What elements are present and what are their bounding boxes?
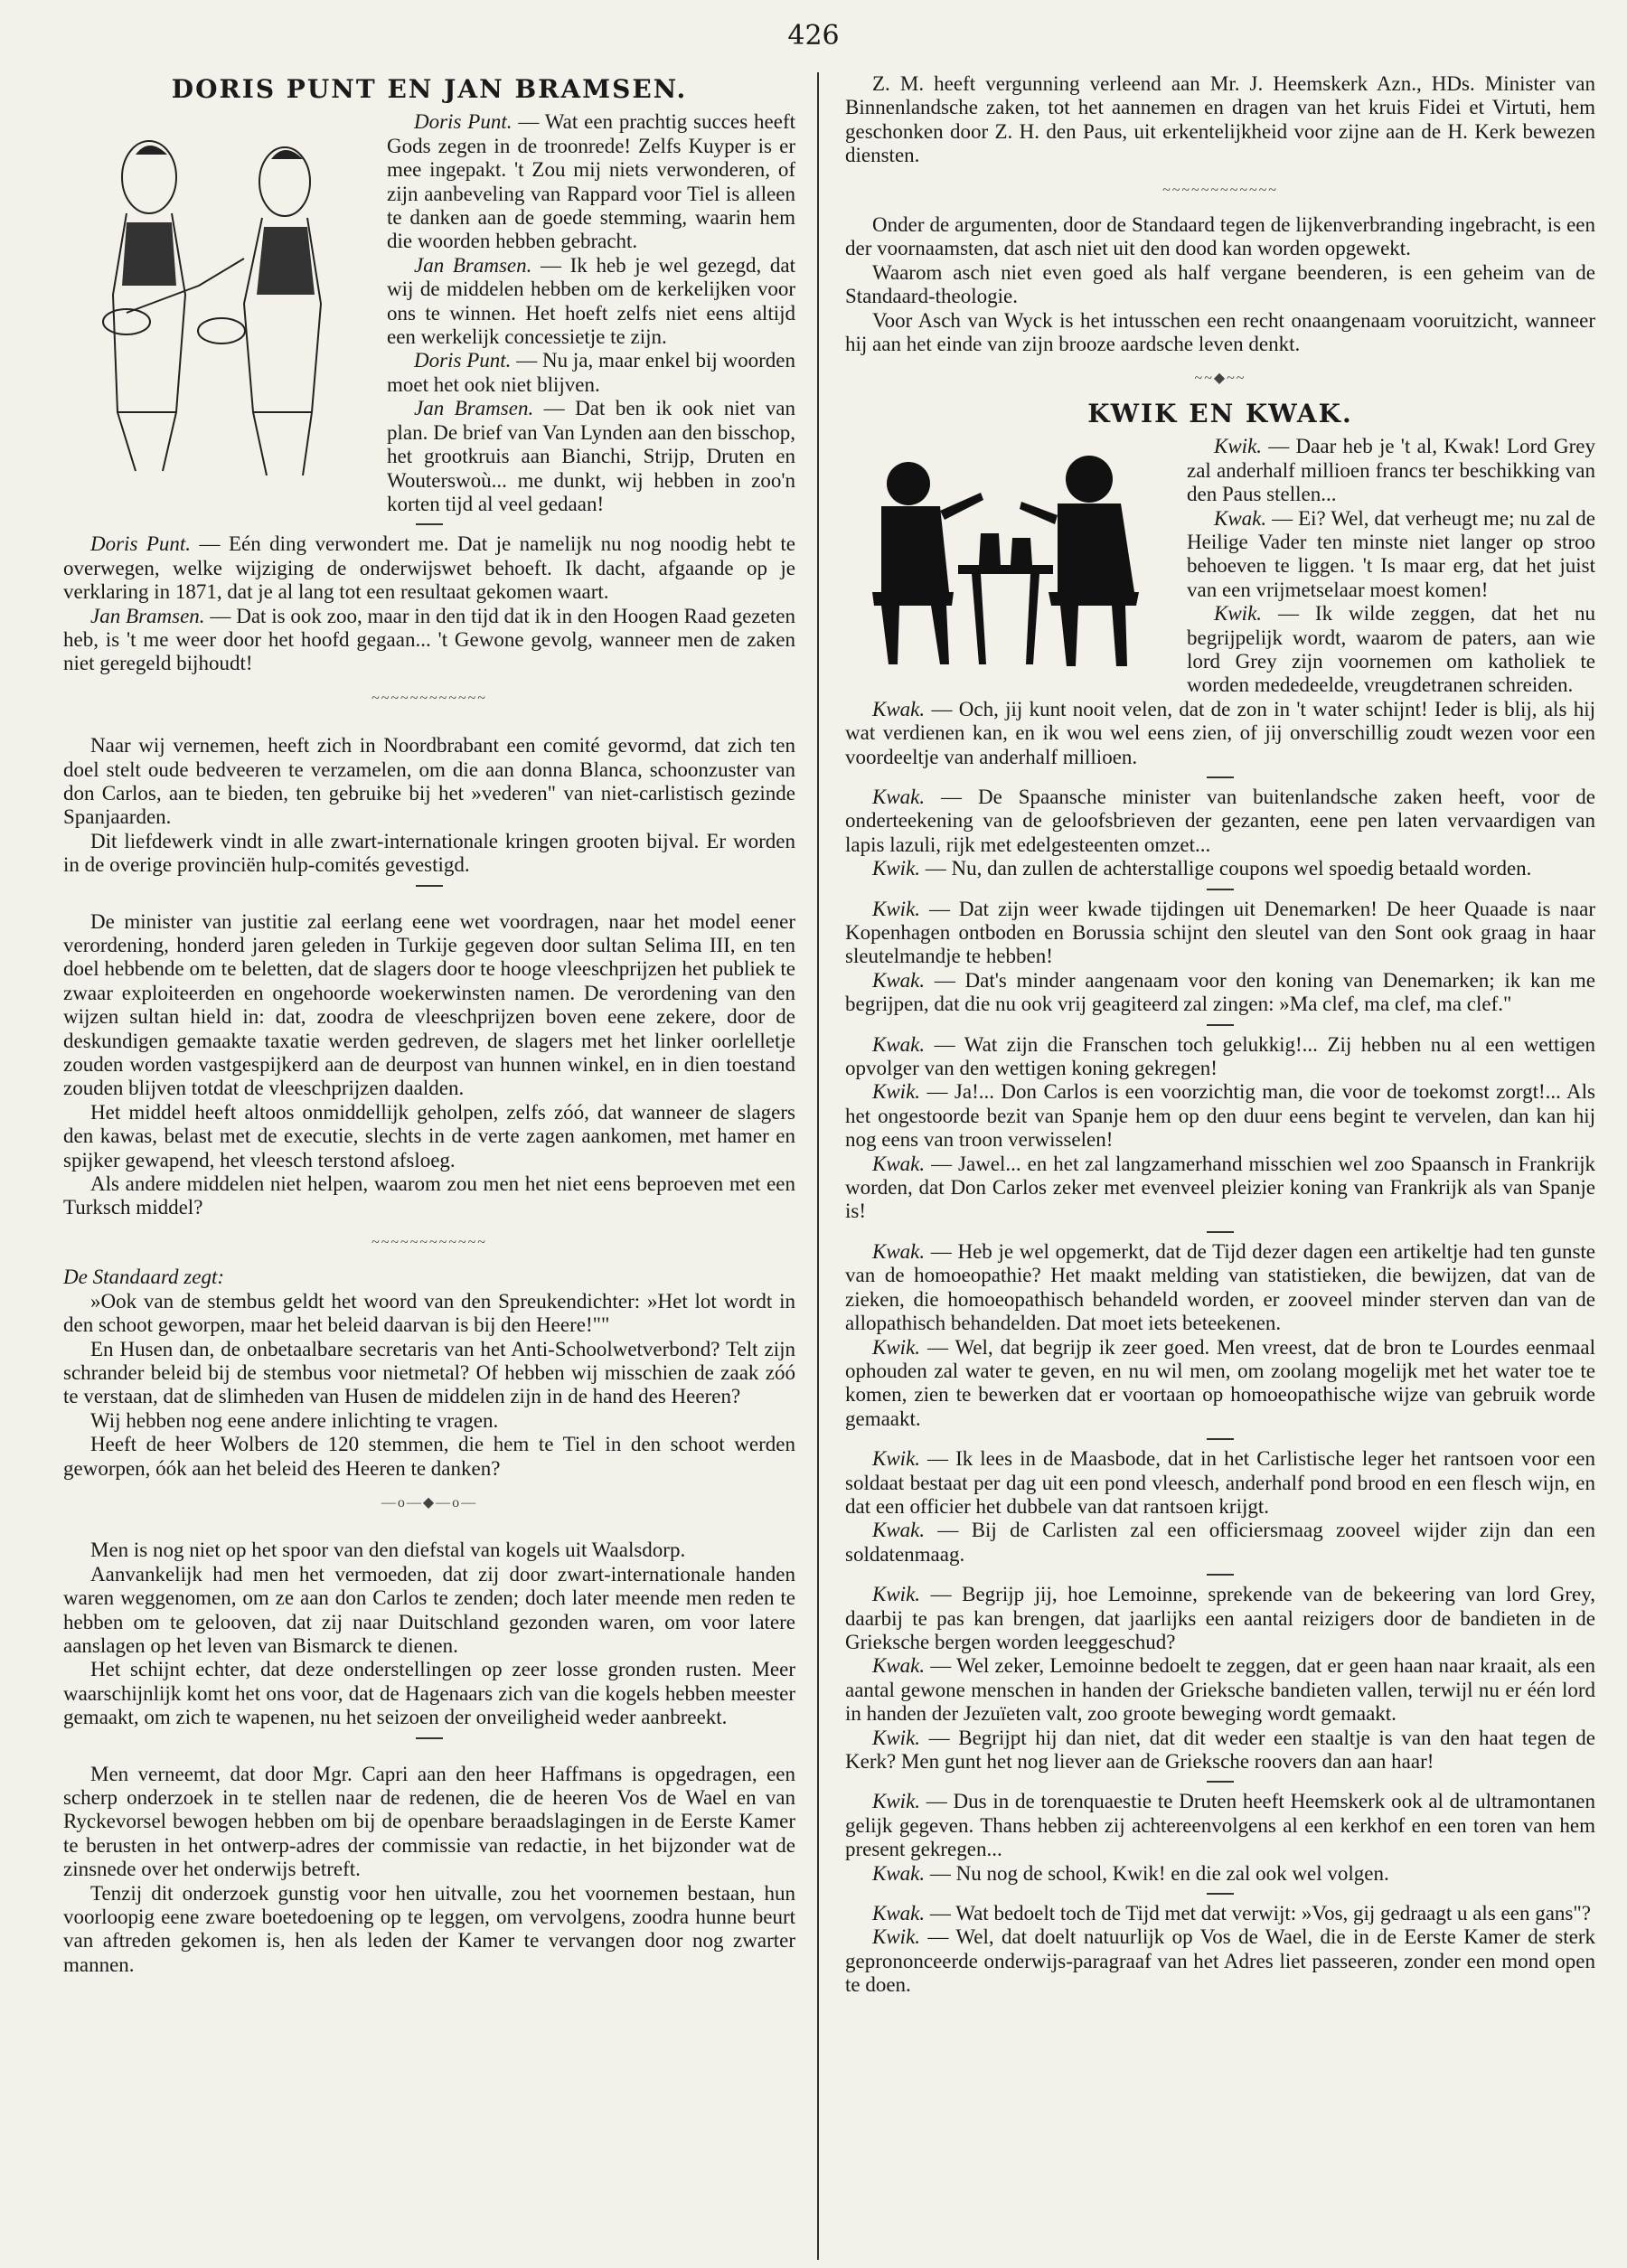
- paragraph: Het schijnt echter, dat deze onderstellingen op zeer losse gronden rusten. Meer waarschijnlijk komt het ons voor, dat de Hagenaars zich van die kogels hebben meester gemaakt, om zich te wapenen, nu het seizoen der onveiligheid weder aanbreekt.: [63, 1658, 795, 1729]
- speech: — Dat is ook zoo, maar in den tijd dat ik in den Hoogen Raad gezeten heb, is 't me weer door het hoofd gegaan... 't Gewone gevolg, wanneer men de zaken niet geregeld bijhoudt!: [63, 604, 795, 675]
- speech: — Eén ding verwondert me. Dat je namelijk nu nog noodig hebt te overwegen, welke wijziging de onderwijswet behoeft. Ik dacht, afgaande op je verklaring in 1871, dat je al lang tot een resultaat gekomen waart.: [63, 532, 795, 604]
- speech: — Nu nog de school, Kwik! en die zal ook wel volgen.: [925, 1861, 1389, 1885]
- dialogue-kwik-kwak-8: [845, 1790, 1595, 1886]
- paragraph: Waarom asch niet even goed als half vergane beenderen, is een geheim van de Standaard-theologie.: [845, 260, 1595, 308]
- ornament-divider: —o—◆—o—: [381, 1494, 478, 1510]
- column-divider: [817, 72, 819, 2260]
- speech: — Ja!... Don Carlos is een voorzichtig man, die voor de toekomst zorgt!... Als het ongestoorde bezit van Spanje hem op den duur eens begint te vervelen, dan kan hij nog eens van troon verwisselen!: [845, 1080, 1595, 1152]
- speaker: Kwik.: [872, 857, 921, 880]
- short-rule: [1207, 1231, 1234, 1233]
- speaker: Kwak.: [872, 1239, 926, 1263]
- paragraph: En Husen dan, de onbetaalbare secretaris van het Anti-Schoolwetverbond? Telt zijn schrander beleid bij de stembus voor nietmetal? Of hebben wij misschien de zaak zóó te verstaan, dat de slimheden van Husen de middelen zijn in de hand des Heeren?: [63, 1337, 795, 1408]
- paragraph: Men verneemt, dat door Mgr. Capri aan den heer Haffmans is opgedragen, een scherp onderzoek in te stellen naar de redenen, die de heeren Vos de Wael en van Ryckevorsel bewogen hebben om bij de openbare beraadslagingen in de Eerste Kamer te berusten in het ontwerp-adres der commissie van redactie, in het bijzonder wat de zinsnede over het onderwijs betreft.: [63, 1762, 795, 1881]
- paragraph: Tenzij dit onderzoek gunstig voor hen uitvalle, zou het voornemen bestaan, hun voorloopig eene zware boetedoening op te leggen, om vervolgens, zoodra hunne beurt van aftreden gekomen is, hen als leden der Kamer te vervangen door nog zwarter mannen.: [63, 1881, 795, 1976]
- paragraph: Men is nog niet op het spoor van den diefstal van kogels uit Waalsdorp.: [90, 1539, 686, 1562]
- article-comite: [63, 734, 795, 877]
- speaker: Kwik.: [872, 1335, 921, 1359]
- speaker: Kwik.: [872, 1447, 921, 1471]
- short-rule: [1207, 1024, 1234, 1026]
- speech: — Ik heb je wel gezegd, dat wij de middelen hebben om de kerkelijken voor ons te winnen. Het hoeft zelfs niet eens altijd een werkelijk concessietje te zijn.: [387, 253, 795, 349]
- speaker: Kwik.: [872, 1080, 921, 1104]
- paragraph: Het middel heeft altoos onmiddellijk geholpen, zelfs zóó, dat wanneer de slagers den kawas, belast met de executie, slechts in de verte zagen aankomen, met hamer en spijker gewapend, het vleesch terstond afsloeg.: [63, 1100, 795, 1172]
- speaker: Kwak.: [872, 785, 926, 808]
- cartoon-two-gentlemen: [63, 114, 371, 494]
- speech: — Wel zeker, Lemoinne bedoelt te zeggen, dat er geen haan naar kraait, als een aantal gewone menschen in handen der Grieksche bandieten vallen, terwijl nu er één lord in handen der Jezuïeten valt, zoo groote beweging wordt gemaakt.: [845, 1654, 1595, 1726]
- speaker: Kwak.: [872, 1861, 926, 1885]
- speaker: Kwik.: [872, 897, 921, 920]
- speaker: Kwak.: [872, 1519, 926, 1542]
- dialogue-kwik-kwak-7: [845, 1583, 1595, 1774]
- speech: — Jawel... en het zal langzamerhand misschien wel zoo Spaansch in Frankrijk worden, dat Don Carlos zeker met evenveel pleizier koning van Frankrijk als van Spanje is!: [845, 1152, 1595, 1223]
- speech: — Daar heb je 't al, Kwak! Lord Grey zal anderhalf millioen francs ter beschikking van den Paus stellen...: [1187, 435, 1595, 506]
- speaker: Jan Bramsen.: [414, 397, 534, 420]
- article-lijkenverbranding: [845, 213, 1595, 356]
- speaker: Kwak.: [872, 968, 926, 992]
- speech: — Dat's minder aangenaam voor den koning van Denemarken; ik kan me begrijpen, dat die nu ook vrij geagiteerd zal zingen: »Ma clef, ma clef, ma clef.": [845, 968, 1595, 1016]
- ornament-divider: ~~~~~~~~~~~~: [371, 690, 487, 706]
- silhouette-two-men-at-table: [845, 438, 1171, 673]
- speech: — Wat een prachtig succes heeft Gods zegen in de troonrede! Zelfs Kuyper is er mee ingepakt. 't Zou mij niets verwonderen, of zijn aanbeveling van Rappard voor Tiel is alleen te danken aan de goede stemming, waarin hem die woorden hebben gebracht.: [387, 110, 795, 253]
- article-title-doris-punt: DORIS PUNT EN JAN BRAMSEN.: [171, 74, 688, 104]
- ornament-divider: ~~~~~~~~~~~~: [1162, 182, 1278, 198]
- speech: — Bij de Carlisten zal een officiersmaag zooveel wijder zijn dan een soldatenmaag.: [845, 1519, 1595, 1566]
- article-kogels: [63, 1539, 795, 1729]
- dialogue-kwik-kwak-5: [845, 1240, 1595, 1431]
- short-rule: [416, 1737, 443, 1739]
- short-rule: [416, 885, 443, 887]
- speaker: Doris Punt.: [414, 110, 513, 134]
- speech: — Begrijp jij, hoe Lemoinne, sprekende van de bekeering van lord Grey, daarbij te pas kan brengen, dat jaarlijks een aantal reizigers door de bandieten in de Grieksche bergen worden leeggeschud?: [845, 1583, 1595, 1653]
- speech: — Ei? Wel, dat verheugt me; nu zal de Heilige Vader ten minste niet langer op stroo behoeven te liggen. 't Is maar erg, dat het juist van een vrijmetselaar moest komen!: [1187, 506, 1595, 601]
- speaker: Kwak.: [872, 1902, 926, 1925]
- dialogue-kwik-kwak-9: [845, 1902, 1595, 1998]
- speaker: Jan Bramsen.: [414, 253, 532, 277]
- speaker: Kwak.: [1214, 506, 1267, 530]
- speaker: Kwik.: [872, 1583, 921, 1606]
- article-heemskerk: Z. M. heeft vergunning verleend aan Mr. J. Heemskerk Azn., HDs. Minister van Binnenlandsche zaken, tot het aannemen en dragen van het kruis Fidei et Virtuti, hem geschonken door Z. H. den Paus, uit erkentelijkheid voor zijne aan de H. Kerk bewezen diensten.: [845, 72, 1595, 167]
- speech: — Nu, dan zullen de achterstallige coupons wel spoedig betaald worden.: [920, 857, 1532, 880]
- short-rule: [1207, 776, 1234, 778]
- paragraph-intro: De Standaard zegt:: [63, 1266, 225, 1289]
- speaker: Kwik.: [872, 1925, 921, 1949]
- paragraph: Heeft de heer Wolbers de 120 stemmen, die hem te Tiel in den schoot werden geworpen, óók aan het beleid des Heeren te danken?: [63, 1433, 795, 1480]
- short-rule: [1207, 1574, 1234, 1576]
- ornament-divider: ~~◆~~: [1194, 371, 1246, 387]
- speech: — Wel, dat begrijp ik zeer goed. Men vreest, dat de bron te Lourdes eenmaal ophouden zal water te geven, en nu wil men, om zoolang mogelijk met het water toe te komen, zien te bewerken dat er voortaan op homoeopathische wijze van gebruik worde gemaakt.: [845, 1335, 1595, 1430]
- speech: — Dat ben ik ook niet van plan. De brief van Van Lynden aan den bisschop, het grootkruis aan Bianchi, Strijp, Druten en Wouterswoù... me dunkt, wij hebben in zoo'n korten tijd al veel gedaan!: [387, 397, 795, 515]
- paragraph: Wij hebben nog eene andere inlichting te vragen.: [90, 1408, 499, 1432]
- speech: — Nu ja, maar enkel bij woorden moet het ook niet blijven.: [387, 349, 796, 396]
- speaker: Kwik.: [1214, 602, 1263, 626]
- dialogue-kwik-kwak-6: [845, 1447, 1595, 1567]
- article-title-kwik-kwak: KWIK EN KWAK.: [1087, 398, 1353, 428]
- paragraph: Dit liefdewerk vindt in alle zwart-internationale kringen grooten bijval. Er worden in de overige provinciën hulp-comités gevestigd.: [63, 829, 795, 877]
- speaker: Kwak.: [872, 1032, 926, 1056]
- left-column: [63, 72, 795, 2232]
- article-standaard: [63, 1266, 795, 1481]
- short-rule: [1207, 1781, 1234, 1783]
- speech: — Ik lees in de Maasbode, dat in het Carlistische leger het rantsoen voor een soldaat bestaat per dag uit een pond vleesch, anderhalf pond brood en een flesch wijn, en dat een officier het dubbele van dat rantsoen krijgt.: [845, 1447, 1595, 1518]
- article-minister-justitie: [63, 910, 795, 1220]
- short-rule: [1207, 1893, 1234, 1895]
- paragraph: Onder de argumenten, door de Standaard tegen de lijkenverbranding ingebracht, is een der voornaamsten, dat asch niet uit den dood kan worden opgewekt.: [845, 213, 1595, 260]
- speech: — Dat zijn weer kwade tijdingen uit Denemarken! De heer Quaade is naar Kopenhagen ontboden en Borussia schijnt den sleutel van den Sont ook graag in haar sleutelmandje te hebben!: [845, 897, 1595, 968]
- paragraph: Voor Asch van Wyck is het intusschen een recht onaangenaam vooruitzicht, wanneer hij aan het einde van zijn brooze aardsche leven denkt.: [845, 308, 1595, 356]
- speaker: Kwik.: [1214, 435, 1263, 458]
- speaker: Kwak.: [872, 1654, 926, 1678]
- speech: — Och, jij kunt nooit velen, dat de zon in 't water schijnt! Ieder is blij, als hij wat verdienen kan, en ik wou wel eens zien, of jij onverschillig zoudt wezen voor een voordeeltje van anderhalf millioen.: [845, 697, 1595, 768]
- dialogue-kwik-kwak-4: [845, 1033, 1595, 1224]
- speech: — Ik wilde zeggen, dat het nu begrijpelijk wordt, waarom de paters, aan wie lord Grey zijn voornemen om katholiek te worden mededeelde, vreugdetranen schreiden.: [1187, 602, 1595, 697]
- speaker: Kwik.: [872, 1790, 921, 1813]
- speech: — Wel, dat doelt natuurlijk op Vos de Wael, die in de Eerste Kamer de sterk geprononceerde onderwijs-paragraaf van het Adres liet passeeren, zonder een mond open te doen.: [845, 1925, 1595, 1997]
- speech: — Begrijpt hij dan niet, dat dit weder een staaltje is van den haat tegen de Kerk? Men gunt het nog liever aan de Grieksche roovers dan aan haar!: [845, 1726, 1595, 1773]
- short-rule: [1207, 1438, 1234, 1440]
- speaker: Kwak.: [872, 1152, 926, 1175]
- short-rule: [1207, 889, 1234, 890]
- paragraph: Aanvankelijk had men het vermoeden, dat zij door zwart-internationale handen waren weggenomen, om ze aan don Carlos te zenden; doch later meende men reden te hebben om te gelooven, dat zij naar Duitschland gezonden waren, om voor latere aanslagen op het leven van Bismarck te dienen.: [63, 1562, 795, 1657]
- speaker: Jan Bramsen.: [90, 604, 205, 627]
- speech: — Heb je wel opgemerkt, dat de Tijd dezer dagen een artikeltje had ten gunste van de homoeopathie? Het maakt melding van statistieken, die bewijzen, dat van de zieken, die homoeopathisch behandeld worden, er zooveel minder sterven dan van de allopathisch behandelden. Dat moet iets beteekenen.: [845, 1239, 1595, 1335]
- speech: — De Spaansche minister van buitenlandsche zaken heeft, voor de onderteekening van de geloofsbrieven der gezanten, eene pen laten vervaardigen van lapis lazuli, rijk met edelgesteenten omzet...: [845, 785, 1595, 856]
- dialogue-kwik-kwak-2: [845, 786, 1595, 881]
- speech: — Wat bedoelt toch de Tijd met dat verwijt: »Vos, gij gedraagt u als een gans"?: [925, 1902, 1591, 1925]
- paragraph: De minister van justitie zal eerlang eene wet voordragen, naar het model eener verordening, honderd jaren geleden in Turkije gegeven door sultan Selima III, en ten doel hebbende om te beletten, dat de slagers door te hooge vleeschprijzen het publiek te zwaar exploiteerden en ongehoorde woekerwinsten namen. De verordening van den wijzen sultan hield in: dat, zoodra de vleeschprijzen boven eene zekere, door de deskundigen gemaakte taxatie werden gedreven, de slagers met het linker oorlelletje zouden worden vastgespijkerd aan de deurpost van hunnen winkel, en in dien toestand zouden blijven totdat de vleeschprijzen daalden.: [63, 909, 795, 1100]
- article-capri: [63, 1763, 795, 1978]
- paragraph: »Ook van de stembus geldt het woord van den Spreukendichter: »Het lot wordt in den schoot geworpen, maar het beleid daarvan is bij den Heere!"": [63, 1289, 795, 1337]
- paragraph: Als andere middelen niet helpen, waarom zou men het niet eens beproeven met een Turksch middel?: [63, 1172, 795, 1219]
- page-number: 426: [787, 20, 840, 52]
- dialogue-kwik-kwak-3: [845, 898, 1595, 1017]
- ornament-divider: ~~~~~~~~~~~~: [371, 1234, 487, 1250]
- speaker: Kwak.: [872, 697, 926, 720]
- speaker: Doris Punt.: [414, 349, 512, 372]
- speech: — Dus in de torenquaestie te Druten heeft Heemskerk ook al de ultramontanen gelijk gegeven. Thans hebben zij achtereenvolgens al een kerkhof en een toren van hem present gekregen...: [845, 1790, 1595, 1861]
- right-column: [845, 72, 1595, 2232]
- short-rule: [416, 523, 443, 525]
- speaker: Kwik.: [872, 1726, 921, 1749]
- paragraph: Naar wij vernemen, heeft zich in Noordbrabant een comité gevormd, dat zich ten doel stelt oude bedveeren te verzamelen, om die aan donna Blanca, schoonzuster van don Carlos, aan te bieden, ten gebruike bij het »vederen" van niet-carlistisch gezinde Spanjaarden.: [63, 734, 795, 829]
- speech: — Wat zijn die Franschen toch gelukkig!... Zij hebben nu al een wettigen opvolger van den wettigen koning gekregen!: [845, 1032, 1595, 1080]
- speaker: Doris Punt.: [90, 532, 192, 556]
